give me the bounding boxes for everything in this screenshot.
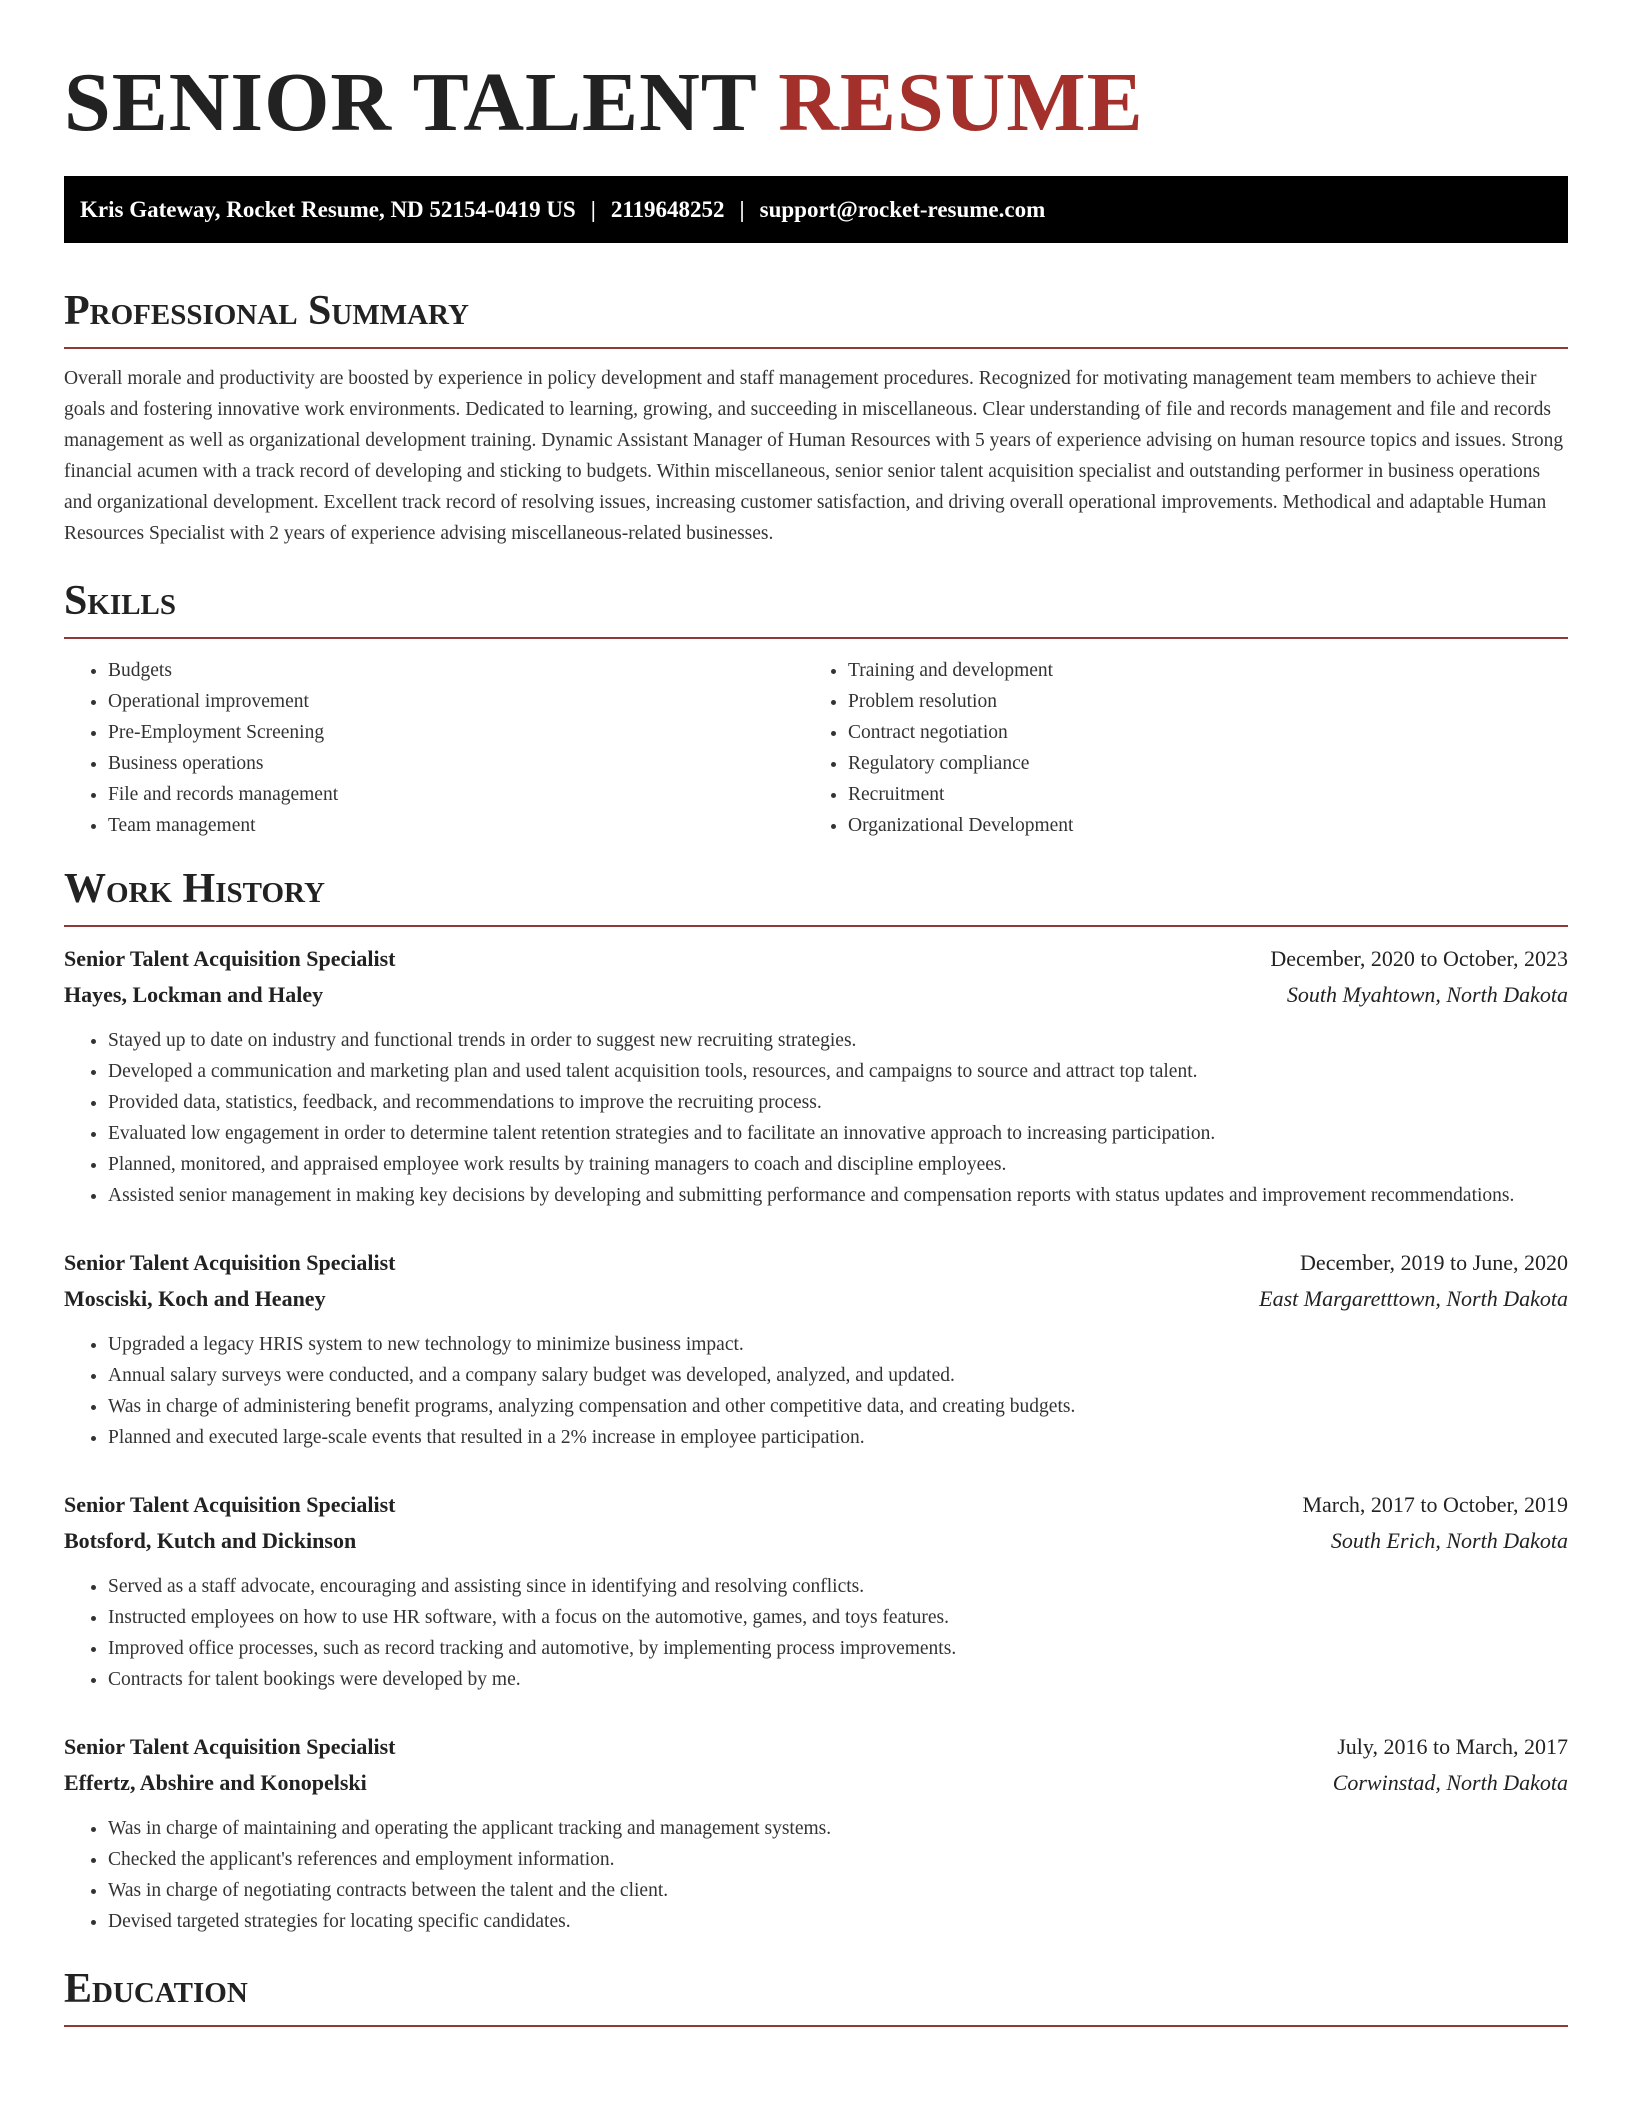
job-location: South Erich, North Dakota [1330,1528,1568,1553]
job-bullet: • Upgraded a legacy HRIS system to new technology to minimize business impact. [108,1329,1568,1360]
resume-title [64,0,1568,148]
contact-separator: | [739,196,745,222]
work-history-heading: Work History [64,865,1568,927]
job-title: Senior Talent Acquisition Specialist [64,946,396,971]
job-company: Botsford, Kutch and Dickinson [64,1528,357,1553]
skill-item: • Business operations [108,748,804,779]
job-bullet: • Served as a staff advocate, encouraging and assisting since in identifying and resolving conflicts. [108,1571,1568,1602]
job-entry [64,1487,1568,1695]
job-bullets [64,1025,1568,1211]
job-dates: December, 2020 to October, 2023 [1270,946,1568,971]
job-entry [64,1245,1568,1453]
job-bullet: • Annual salary surveys were conducted, and a company salary budget was developed, analyzed, and updated. [108,1360,1568,1391]
job-bullets [64,1329,1568,1453]
skill-item: • Training and development [848,655,1544,686]
job-title: Senior Talent Acquisition Specialist [64,1734,396,1759]
skill-item: • Problem resolution [848,686,1544,717]
job-dates: July, 2016 to March, 2017 [1337,1734,1568,1759]
contact-phone[interactable]: 2119648252 [610,196,725,222]
job-bullet: • Assisted senior management in making key decisions by developing and submitting performance and compensation reports with status updates and improvement recommendations. [108,1180,1568,1211]
skills-column-left [64,655,804,841]
job-entry [64,941,1568,1211]
job-bullet: • Provided data, statistics, feedback, and recommendations to improve the recruiting process. [108,1087,1568,1118]
skill-item: • Operational improvement [108,686,804,717]
job-bullet: • Was in charge of maintaining and operating the applicant tracking and management systems. [108,1813,1568,1844]
job-title: Senior Talent Acquisition Specialist [64,1250,396,1275]
job-bullets [64,1571,1568,1695]
job-bullet: • Was in charge of negotiating contracts between the talent and the client. [108,1875,1568,1906]
title-accent: RESUME [778,56,1144,149]
contact-separator: | [590,196,596,222]
job-bullets [64,1813,1568,1937]
title-main: SENIOR TALENT [64,56,757,149]
contact-address: Kris Gateway, Rocket Resume, ND 52154-0419 US [80,196,576,222]
job-company: Mosciski, Koch and Heaney [64,1286,326,1311]
skill-item: • Recruitment [848,779,1544,810]
skills-heading: Skills [64,577,1568,639]
job-title: Senior Talent Acquisition Specialist [64,1492,396,1517]
skill-item: • Pre-Employment Screening [108,717,804,748]
job-bullet: • Contracts for talent bookings were developed by me. [108,1664,1568,1695]
job-bullet: • Planned, monitored, and appraised employee work results by training managers to coach and discipline employees. [108,1149,1568,1180]
job-bullet: • Devised targeted strategies for locating specific candidates. [108,1906,1568,1937]
job-location: East Margaretttown, North Dakota [1259,1286,1568,1311]
job-location: South Myahtown, North Dakota [1286,982,1568,1007]
summary-text: Overall morale and productivity are boosted by experience in policy development and staff management procedures. Recognized for motivating management team members to achieve their goals and fostering innovative work environments. Dedicated to learning, growing, and succeeding in miscellaneous. Clear understanding of file and records management and file and records management as well as organizational development training. Dynamic Assistant Manager of Human Resources with 5 years of experience advising on human resource topics and issues. Strong financial acumen with a track record of developing and sticking to budgets. Within miscellaneous, senior senior talent acquisition specialist and outstanding performer in business operations and organizational development. Excellent track record of resolving issues, increasing customer satisfaction, and driving overall operational improvements. Methodical and adaptable Human Resources Specialist with 2 years of experience advising miscellaneous-related businesses. [64,368,1564,544]
job-dates: December, 2019 to June, 2020 [1300,1250,1568,1275]
skill-item: • Team management [108,810,804,841]
job-bullet: • Evaluated low engagement in order to determine talent retention strategies and to facilitate an innovative approach to increasing participation. [108,1118,1568,1149]
resume-page [64,0,1568,2027]
skill-item: • Organizational Development [848,810,1544,841]
summary-heading: Professional Summary [64,287,1568,349]
job-company: Effertz, Abshire and Konopelski [64,1770,367,1795]
contact-email[interactable]: support@rocket-resume.com [759,196,1046,222]
job-bullet: • Was in charge of administering benefit programs, analyzing compensation and other competitive data, and creating budgets. [108,1391,1568,1422]
skill-item: • Contract negotiation [848,717,1544,748]
job-bullet: • Developed a communication and marketing plan and used talent acquisition tools, resources, and campaigns to source and attract top talent. [108,1056,1568,1087]
skill-item: • Regulatory compliance [848,748,1544,779]
skill-item: • File and records management [108,779,804,810]
skills-list [64,655,1568,841]
job-company: Hayes, Lockman and Haley [64,982,324,1007]
job-bullet: • Stayed up to date on industry and functional trends in order to suggest new recruiting strategies. [108,1025,1568,1056]
job-dates: March, 2017 to October, 2019 [1302,1492,1568,1517]
job-bullet: • Planned and executed large-scale events that resulted in a 2% increase in employee participation. [108,1422,1568,1453]
job-bullet: • Instructed employees on how to use HR software, with a focus on the automotive, games, and toys features. [108,1602,1568,1633]
job-bullet: • Improved office processes, such as record tracking and automotive, by implementing process improvements. [108,1633,1568,1664]
skill-item: • Budgets [108,655,804,686]
contact-bar [64,176,1568,243]
job-entry [64,1729,1568,1937]
job-bullet: • Checked the applicant's references and employment information. [108,1844,1568,1875]
education-heading: Education [64,1965,1568,2027]
skills-column-right [804,655,1544,841]
job-location: Corwinstad, North Dakota [1332,1770,1568,1795]
